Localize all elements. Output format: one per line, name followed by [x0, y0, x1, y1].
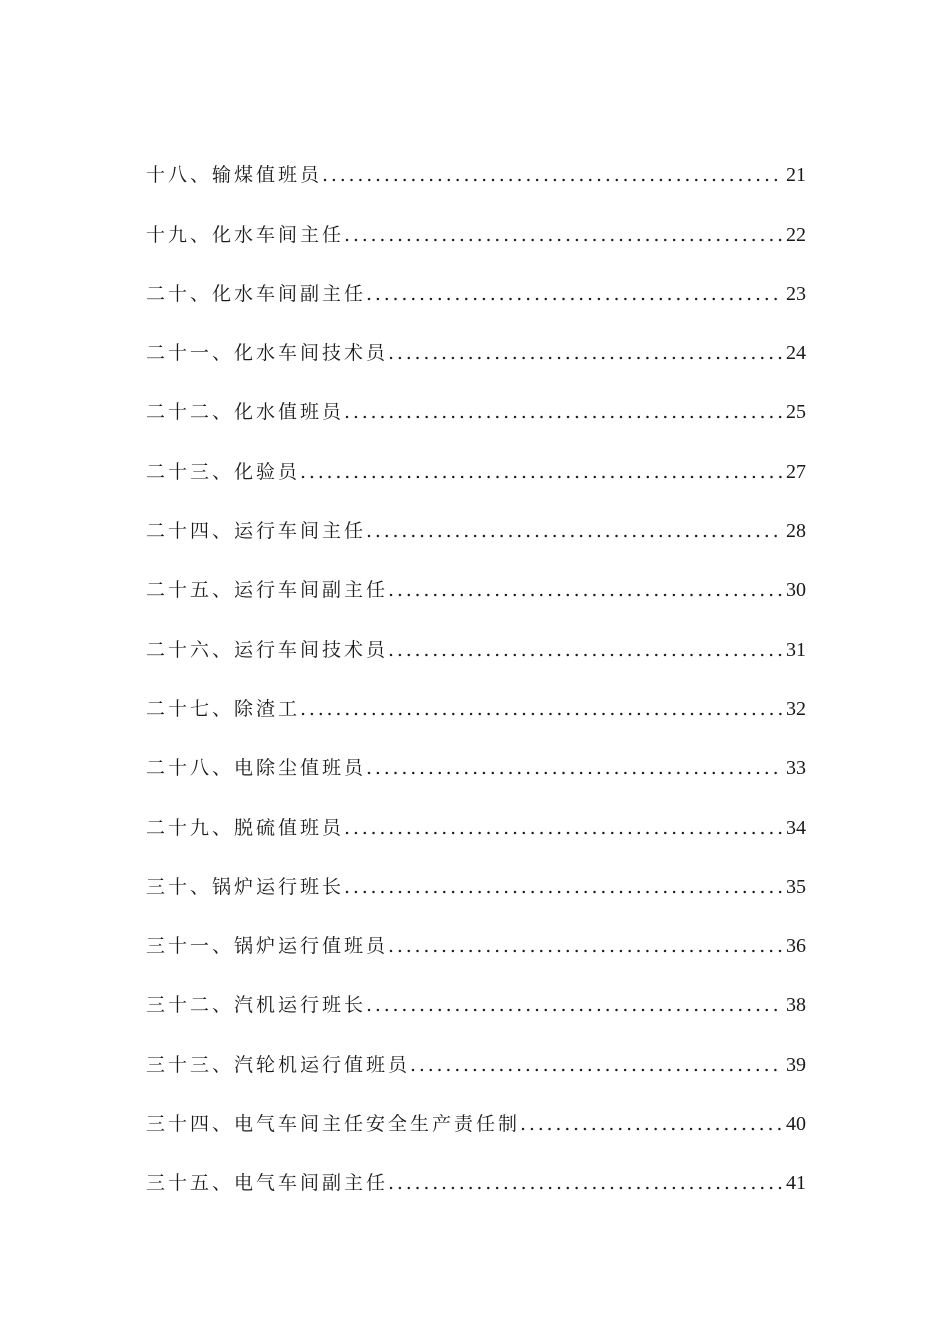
- toc-entry[interactable]: [146, 253, 806, 312]
- toc-dot-leader: [388, 1165, 782, 1201]
- toc-entry-title: 二十二、化水值班员: [146, 401, 345, 424]
- toc-dot-leader: [344, 869, 782, 905]
- toc-entry-title: 二十七、除渣工: [146, 697, 301, 720]
- toc-entry[interactable]: [146, 964, 806, 1023]
- toc-dot-leader: [388, 335, 782, 371]
- toc-dot-leader: [366, 513, 782, 549]
- toc-page-number: 35: [786, 875, 806, 898]
- toc-dot-leader: [388, 572, 782, 608]
- toc-dot-leader: [366, 750, 782, 786]
- toc-page-number: 32: [786, 697, 806, 720]
- table-of-contents: [146, 134, 806, 1201]
- toc-entry[interactable]: [146, 490, 806, 549]
- toc-dot-leader: [410, 1047, 782, 1083]
- toc-page-number: 31: [786, 638, 806, 661]
- toc-page-number: 24: [786, 342, 806, 365]
- toc-entry-title: 二十一、化水车间技术员: [146, 342, 389, 365]
- toc-entry[interactable]: [146, 134, 806, 193]
- toc-dot-leader: [300, 454, 782, 490]
- toc-dot-leader: [344, 810, 782, 846]
- toc-entry[interactable]: [146, 193, 806, 252]
- toc-entry-title: 二十三、化验员: [146, 460, 301, 483]
- toc-entry[interactable]: [146, 1142, 806, 1201]
- toc-dot-leader: [300, 691, 782, 727]
- toc-entry-title: 三十二、汽机运行班长: [146, 994, 367, 1017]
- toc-entry[interactable]: [146, 549, 806, 608]
- toc-page-number: 27: [786, 460, 806, 483]
- toc-entry-title: 三十三、汽轮机运行值班员: [146, 1053, 411, 1076]
- toc-dot-leader: [322, 157, 782, 193]
- toc-page-number: 28: [786, 520, 806, 543]
- toc-entry[interactable]: [146, 1023, 806, 1082]
- toc-entry[interactable]: [146, 786, 806, 845]
- toc-entry-title: 二十五、运行车间副主任: [146, 579, 389, 602]
- toc-dot-leader: [388, 928, 782, 964]
- toc-entry[interactable]: [146, 1083, 806, 1142]
- toc-entry[interactable]: [146, 727, 806, 786]
- toc-entry-title: 三十、锅炉运行班长: [146, 875, 345, 898]
- toc-entry-title: 二十九、脱硫值班员: [146, 816, 345, 839]
- toc-page-number: 30: [786, 579, 806, 602]
- toc-entry-title: 十八、输煤值班员: [146, 164, 323, 187]
- toc-entry-title: 三十五、电气车间副主任: [146, 1172, 389, 1195]
- toc-dot-leader: [344, 394, 782, 430]
- toc-page-number: 36: [786, 935, 806, 958]
- toc-entry-title: 十九、化水车间主任: [146, 223, 345, 246]
- toc-entry[interactable]: [146, 905, 806, 964]
- toc-entry[interactable]: [146, 608, 806, 667]
- toc-entry-title: 二十、化水车间副主任: [146, 282, 367, 305]
- toc-page-number: 34: [786, 816, 806, 839]
- toc-page-number: 33: [786, 757, 806, 780]
- toc-entry-title: 三十一、锅炉运行值班员: [146, 935, 389, 958]
- toc-entry[interactable]: [146, 312, 806, 371]
- toc-page-number: 38: [786, 994, 806, 1017]
- toc-entry[interactable]: [146, 846, 806, 905]
- toc-entry-title: 二十四、运行车间主任: [146, 520, 367, 543]
- toc-entry[interactable]: [146, 430, 806, 489]
- toc-page-number: 21: [786, 164, 806, 187]
- toc-dot-leader: [366, 987, 782, 1023]
- toc-page-number: 41: [786, 1172, 806, 1195]
- toc-entry[interactable]: [146, 371, 806, 430]
- toc-entry[interactable]: [146, 668, 806, 727]
- toc-dot-leader: [520, 1106, 782, 1142]
- toc-page-number: 23: [786, 282, 806, 305]
- toc-page-number: 25: [786, 401, 806, 424]
- toc-page-number: 39: [786, 1053, 806, 1076]
- toc-page-number: 22: [786, 223, 806, 246]
- toc-entry-title: 二十八、电除尘值班员: [146, 757, 367, 780]
- toc-page-number: 40: [786, 1113, 806, 1136]
- toc-dot-leader: [388, 632, 782, 668]
- toc-dot-leader: [366, 276, 782, 312]
- toc-entry-title: 三十四、电气车间主任安全生产责任制: [146, 1113, 521, 1136]
- toc-dot-leader: [344, 217, 782, 253]
- toc-entry-title: 二十六、运行车间技术员: [146, 638, 389, 661]
